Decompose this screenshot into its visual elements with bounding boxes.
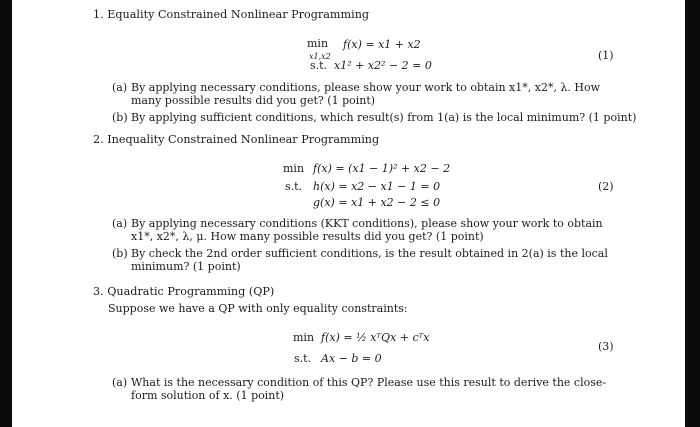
q1-st: s.t. (310, 59, 328, 72)
q1-objective: f(x) = x1 + x2 (343, 38, 421, 51)
q1-constraint: x1² + x2² − 2 = 0 (334, 59, 432, 72)
q2-b-label: (b) (112, 247, 128, 260)
q1-min-subscript: x1,x2 (309, 52, 331, 61)
q2-inequality-constraint: g(x) = x1 + x2 − 2 ≤ 0 (313, 196, 441, 209)
q3-st: s.t. (294, 352, 312, 365)
q1-a-label: (a) (112, 81, 128, 94)
q2-b-text: By check the 2nd order sufficient conditions, is the result obtained in 2(a) is the local minimum? (1 point) (131, 247, 608, 273)
q2-st: s.t. (285, 180, 303, 193)
q1-heading: 1. Equality Constrained Nonlinear Programming (93, 8, 370, 21)
q1-b-label: (b) (112, 111, 128, 124)
q3-intro: Suppose we have a QP with only equality constraints: (108, 302, 408, 315)
q2-min-word: min (283, 162, 305, 175)
q2-a-text: By applying necessary conditions (KKT conditions), please show your work to obtain x1*, x2*, λ, μ. How many possible results did you get? (1 point) (131, 217, 603, 243)
q1-b-text: By applying sufficient conditions, which result(s) from 1(a) is the local minimum? (1 point) (131, 111, 637, 124)
q2-objective: f(x) = (x1 − 1)² + x2 − 2 (313, 162, 451, 175)
q1-min-word: min (307, 37, 329, 50)
q1-min-block (307, 37, 328, 50)
q3-a-text: What is the necessary condition of this QP? Please use this result to derive the close-form solution of x. (1 point) (131, 376, 607, 402)
q3-min-word: min (293, 331, 315, 344)
q3-objective: f(x) = ½ xᵀQx + cᵀx (321, 331, 430, 344)
q1-equation-number: (1) (598, 49, 614, 62)
q2-equality-constraint: h(x) = x2 − x1 − 1 = 0 (313, 180, 441, 193)
q3-constraint: Ax − b = 0 (321, 352, 382, 365)
q2-heading: 2. Inequality Constrained Nonlinear Programming (93, 133, 380, 146)
q3-a-label: (a) (112, 376, 128, 389)
q1-a-text: By applying necessary conditions, please show your work to obtain x1*, x2*, λ. How many possible results did you get? (1 point) (131, 81, 601, 107)
q3-heading: 3. Quadratic Programming (QP) (93, 285, 275, 298)
q2-a-label: (a) (112, 217, 128, 230)
q2-equation-number: (2) (598, 180, 614, 193)
q3-equation-number: (3) (598, 340, 614, 353)
left-dark-border (0, 0, 12, 427)
right-dark-border (685, 0, 700, 427)
